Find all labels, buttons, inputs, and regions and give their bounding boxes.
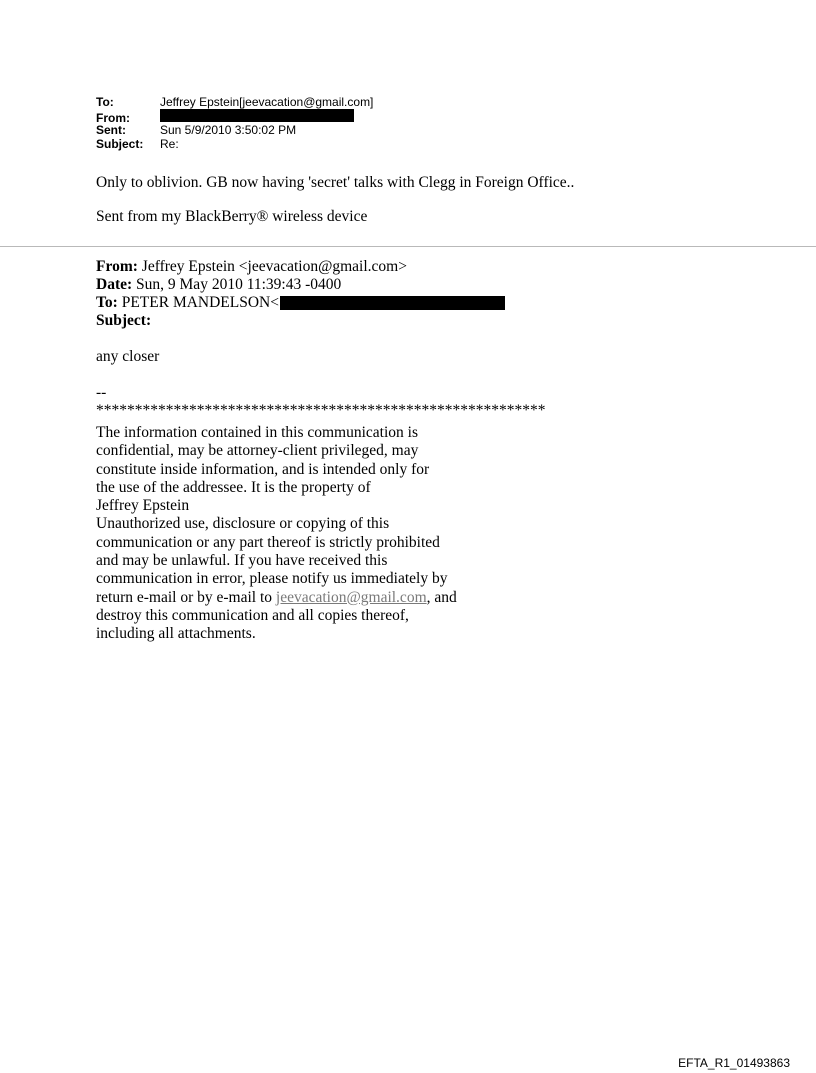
subject-label: Subject: bbox=[96, 137, 144, 151]
sent-label: Sent: bbox=[96, 123, 126, 137]
signature-stars: ********************************************************** bbox=[96, 402, 546, 419]
disclaimer-line: Unauthorized use, disclosure or copying of this bbox=[96, 515, 390, 533]
disclaimer-line: communication or any part thereof is strictly prohibited bbox=[96, 533, 440, 551]
disclaimer-line: destroy this communication and all copies thereof, bbox=[96, 606, 409, 624]
disclaimer-text: , and bbox=[426, 588, 457, 606]
disclaimer-text: return e-mail or by e-mail to bbox=[96, 588, 276, 606]
quoted-from-row bbox=[96, 258, 407, 276]
disclaimer bbox=[96, 424, 457, 644]
quoted-to-label: To: bbox=[96, 294, 118, 311]
disclaimer-line: and may be unlawful. If you have received this bbox=[96, 552, 388, 570]
header-to-row bbox=[96, 95, 373, 109]
email-header bbox=[96, 95, 373, 151]
message-body: Only to oblivion. GB now having 'secret' talks with Clegg in Foreign Office.. bbox=[96, 174, 575, 191]
redaction-block bbox=[160, 109, 354, 122]
quoted-subject-label: Subject: bbox=[96, 312, 152, 329]
disclaimer-line: constitute inside information, and is intended only for bbox=[96, 460, 430, 478]
disclaimer-line: the use of the addressee. It is the property of bbox=[96, 478, 371, 496]
quoted-to-row bbox=[96, 294, 505, 312]
header-subject-row bbox=[96, 137, 373, 151]
disclaimer-line: confidential, may be attorney-client privileged, may bbox=[96, 442, 419, 460]
from-label: From: bbox=[96, 111, 130, 125]
disclaimer-line bbox=[96, 589, 457, 607]
disclaimer-line: including all attachments. bbox=[96, 625, 256, 643]
to-label: To: bbox=[96, 95, 114, 109]
header-from-row bbox=[96, 109, 373, 123]
signature-dashes: -- bbox=[96, 384, 107, 401]
message-signature: Sent from my BlackBerry® wireless device bbox=[96, 208, 368, 225]
quoted-from-value: Jeffrey Epstein <jeevacation@gmail.com> bbox=[137, 258, 407, 275]
disclaimer-line: Jeffrey Epstein bbox=[96, 497, 190, 515]
disclaimer-line: communication in error, please notify us immediately by bbox=[96, 570, 448, 588]
quoted-from-label: From: bbox=[96, 258, 138, 275]
quoted-subject-row bbox=[96, 312, 151, 330]
redaction-block bbox=[280, 296, 505, 310]
sent-value: Sun 5/9/2010 3:50:02 PM bbox=[160, 123, 297, 137]
document-id: EFTA_R1_01493863 bbox=[678, 1056, 790, 1070]
quoted-date-label: Date: bbox=[96, 276, 133, 293]
subject-value: Re: bbox=[160, 137, 179, 151]
quoted-date-row bbox=[96, 276, 341, 294]
quoted-to-value: PETER MANDELSON< bbox=[117, 294, 279, 311]
disclaimer-line: The information contained in this communication is bbox=[96, 424, 418, 441]
divider bbox=[0, 246, 816, 247]
quoted-date-value: Sun, 9 May 2010 11:39:43 -0400 bbox=[132, 276, 342, 293]
header-sent-row bbox=[96, 123, 373, 137]
to-value: Jeffrey Epstein[jeevacation@gmail.com] bbox=[160, 95, 374, 109]
quoted-message: any closer bbox=[96, 348, 160, 365]
email-link[interactable]: jeevacation@gmail.com bbox=[275, 588, 427, 606]
